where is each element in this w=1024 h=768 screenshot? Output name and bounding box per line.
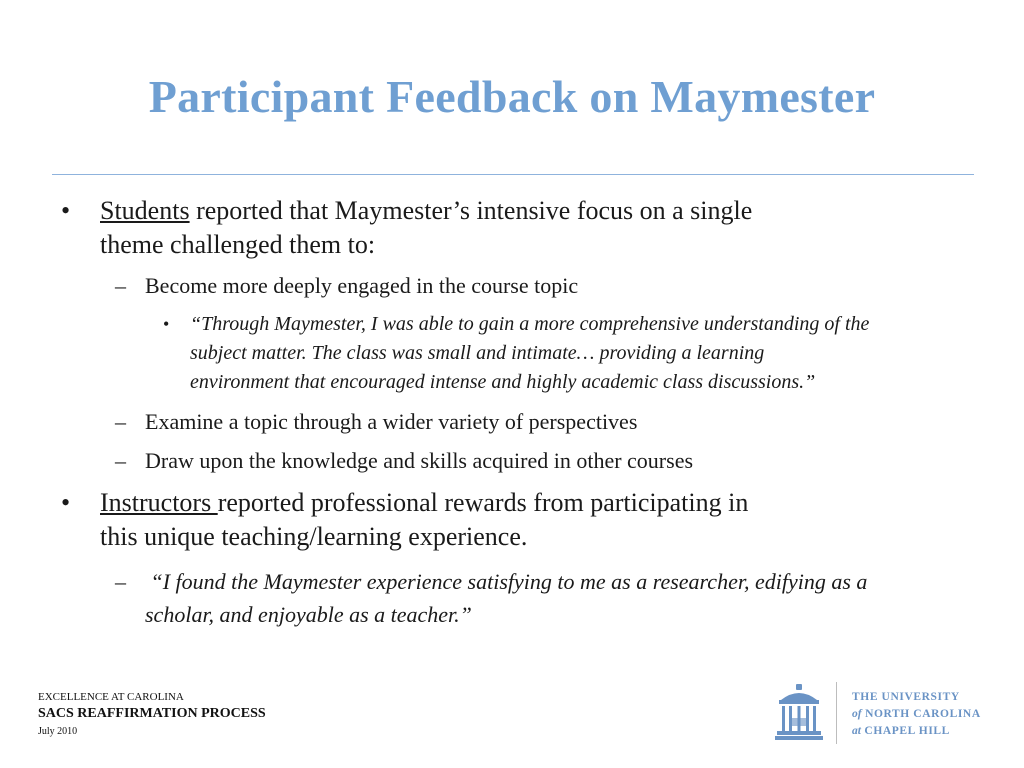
bullet1-line1 — [100, 194, 970, 228]
logo-line-3-rest: CHAPEL HILL — [860, 725, 950, 737]
quote2-line1: “I found the Maymester experience satisfying to me as a researcher, edifying as a — [145, 569, 868, 594]
dash-marker: – — [115, 273, 126, 298]
footer — [38, 690, 266, 740]
quote1-line1: “Through Maymester, I was able to gain a more comprehensive understanding of the — [190, 313, 870, 335]
dash-marker: – — [115, 409, 126, 434]
logo-of: of — [852, 708, 862, 720]
logo-at: at — [852, 725, 861, 737]
quote1-line2: subject matter. The class was small and intimate… providing a learning — [190, 342, 765, 364]
bullet2-lead: Instructors — [100, 488, 218, 517]
logo-line-3 — [852, 723, 981, 740]
small-bullet-marker: • — [163, 314, 170, 334]
subitem-2: Examine a topic through a wider variety of perspectives — [145, 409, 638, 434]
footer-line-3: July 2010 — [38, 726, 78, 737]
bullet2-text-a: reported professional rewards from participating in — [217, 488, 749, 517]
dash-marker: – — [115, 448, 126, 473]
slide-title: Participant Feedback on Maymester — [148, 71, 876, 122]
university-logo-text — [852, 689, 981, 740]
logo-line-2-rest: NORTH CAROLINA — [861, 708, 981, 720]
quote2-line2: scholar, and enjoyable as a teacher.” — [145, 602, 472, 627]
old-well-icon — [775, 684, 823, 742]
footer-line-1: EXCELLENCE AT CAROLINA — [38, 691, 184, 703]
logo-line-2 — [852, 706, 981, 723]
subitem-1: Become more deeply engaged in the course topic — [145, 273, 579, 298]
bullet1-text-a: reported that Maymester’s intensive focus on a single — [189, 196, 753, 225]
subitem-3: Draw upon the knowledge and skills acquired in other courses — [145, 448, 694, 473]
quote1-line3: environment that encouraged intense and highly academic class discussions.” — [190, 371, 816, 393]
footer-line-2: SACS REAFFIRMATION PROCESS — [38, 706, 266, 721]
logo-line-1: THE UNIVERSITY — [852, 691, 960, 703]
title-divider — [52, 174, 974, 175]
bullet2-line1 — [100, 486, 970, 520]
logo-divider — [836, 682, 837, 744]
bullet1-line2: theme challenged them to: — [100, 230, 376, 259]
bullet1-lead: Students — [100, 196, 190, 225]
dash-marker: – — [115, 569, 126, 594]
bullet-marker: • — [61, 196, 71, 225]
bullet-marker: • — [61, 488, 71, 517]
bullet2-line2: this unique teaching/learning experience. — [100, 522, 528, 551]
